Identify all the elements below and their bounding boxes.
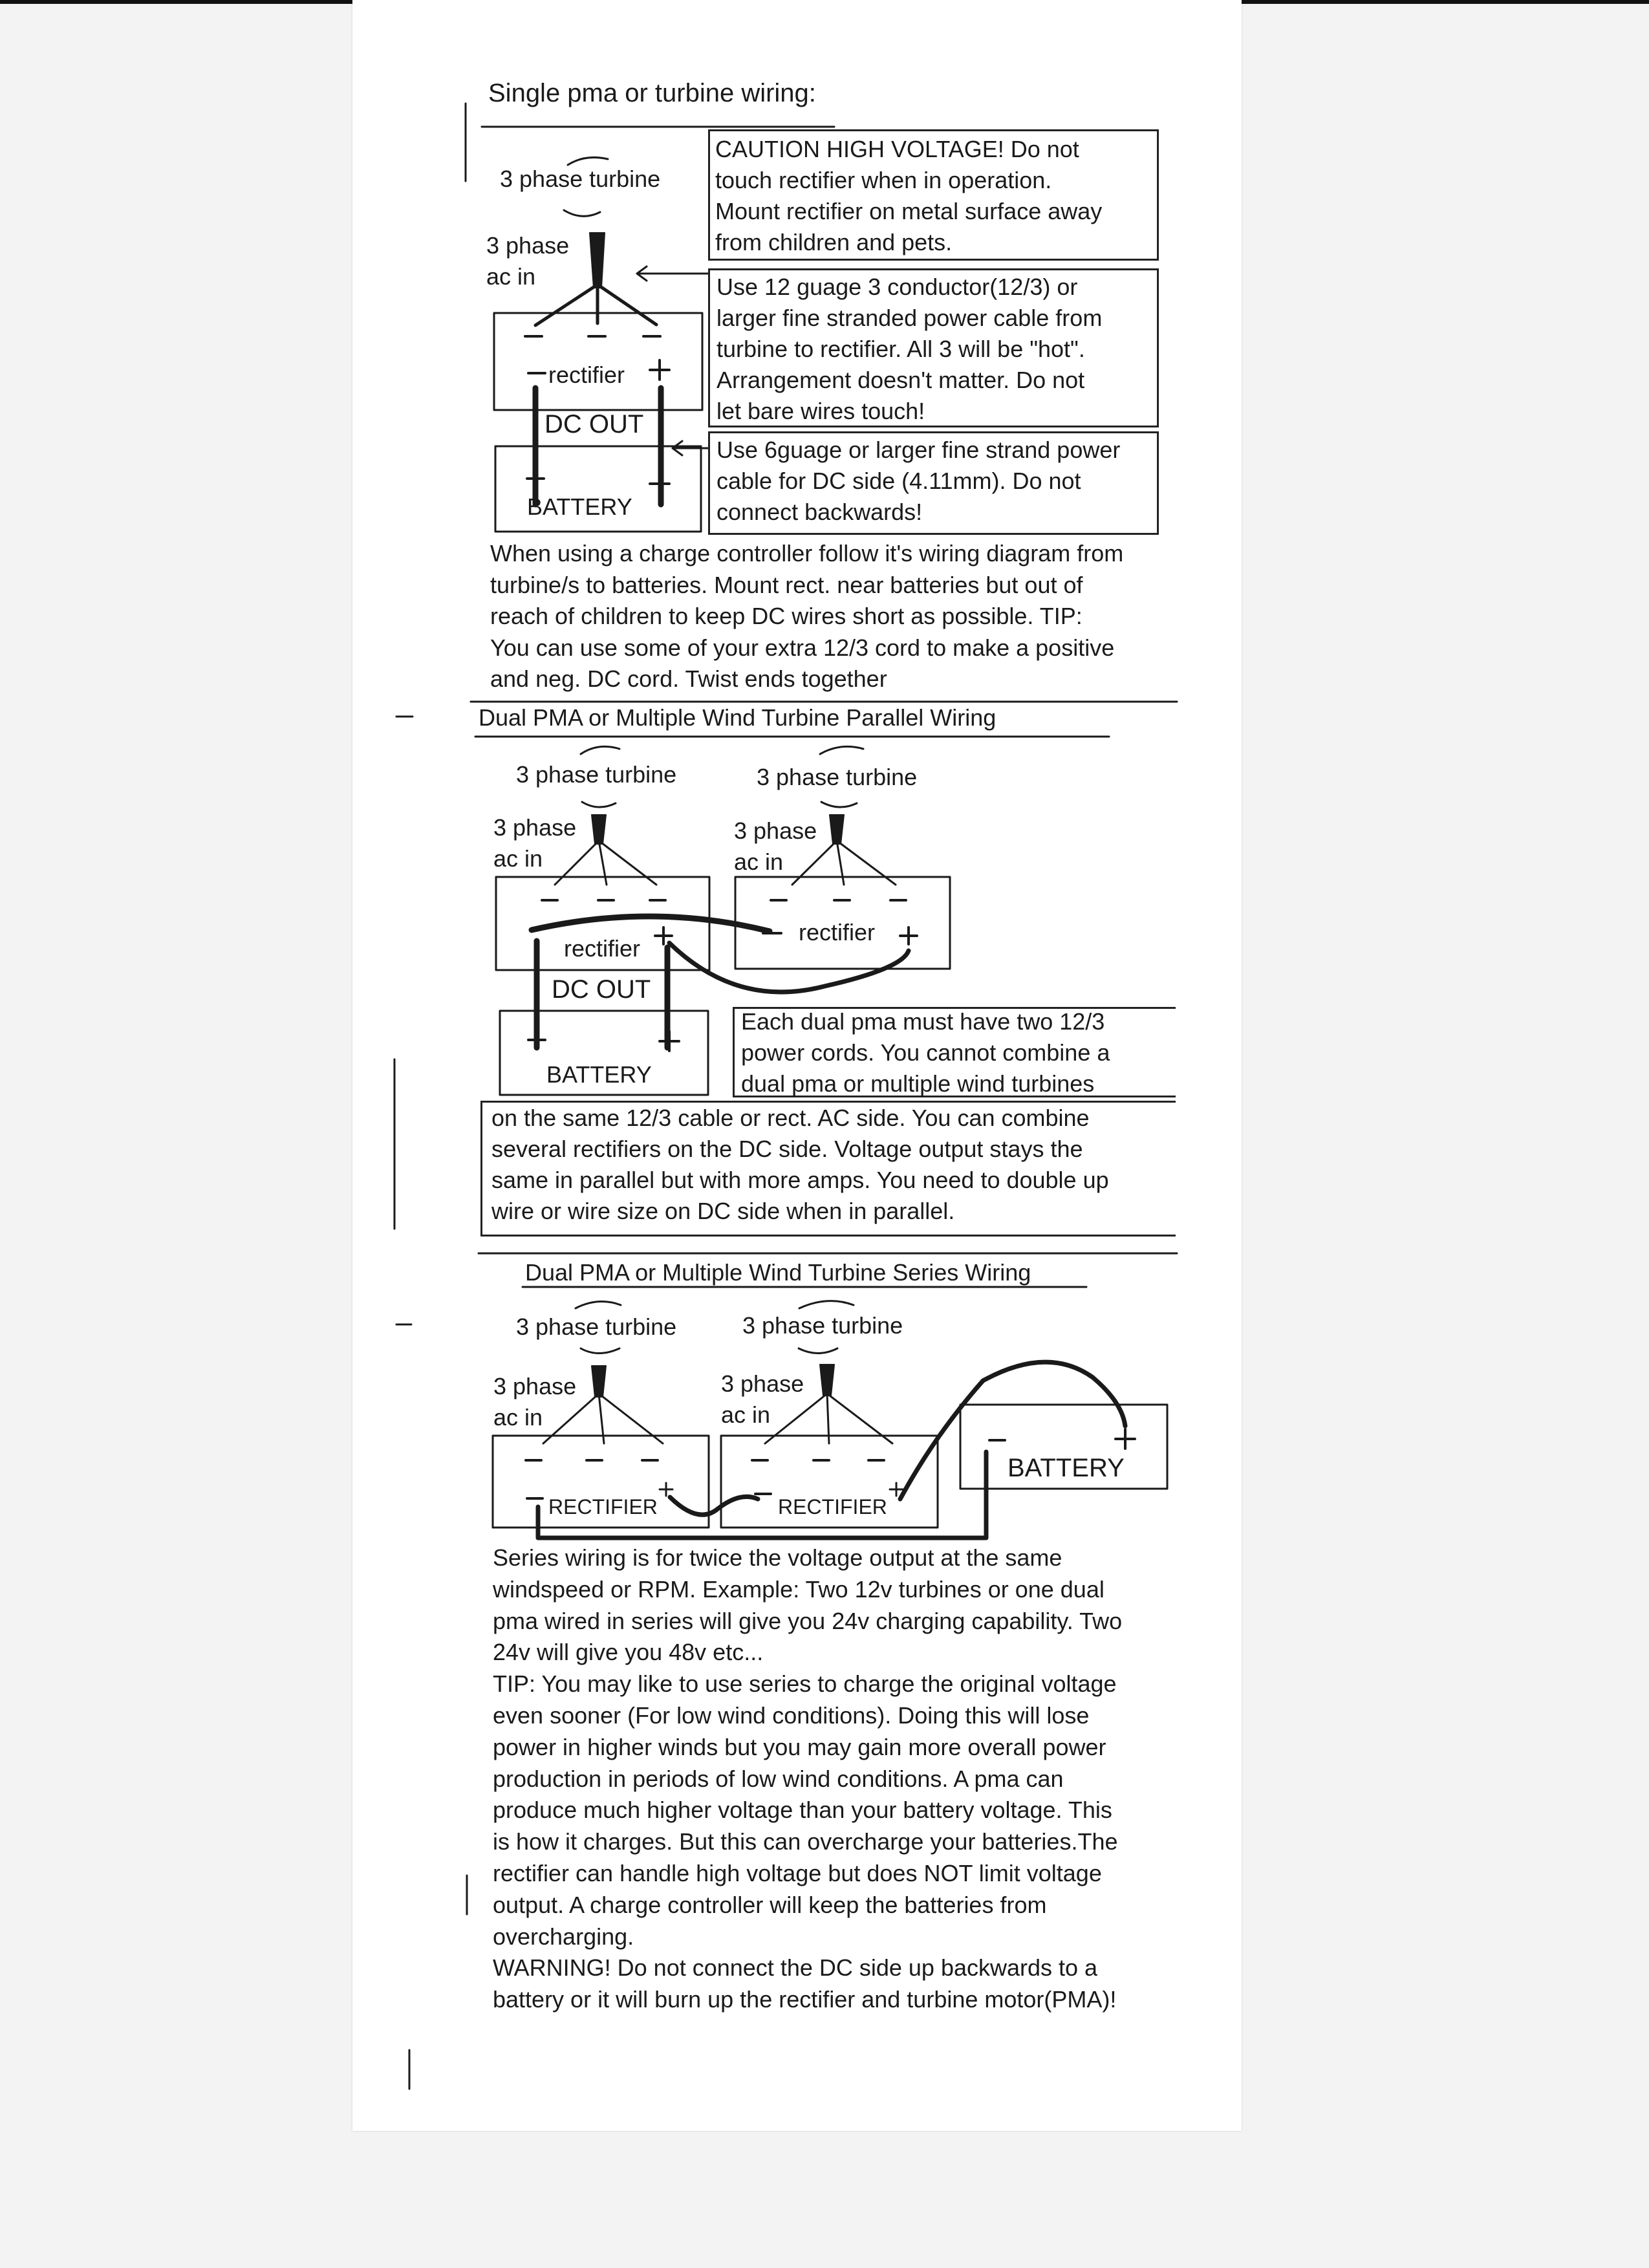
- note-line: You can use some of your extra 12/3 cord to make a positive: [490, 634, 1115, 661]
- turbine-hub: [820, 1365, 834, 1396]
- turbine-label-b: 3 phase turbine: [757, 764, 918, 790]
- caution-line: from children and pets.: [715, 229, 953, 255]
- turbine-blade-arc: [564, 210, 600, 216]
- dc-cable-note-line: Use 6guage or larger fine strand power: [717, 437, 1121, 463]
- turbine-blade-arc: [582, 802, 616, 807]
- dc-out-label: DC OUT: [552, 975, 651, 1004]
- parallel-note-line: power cords. You cannot combine a: [741, 1039, 1110, 1066]
- turbine-blade-arc: [799, 1348, 837, 1354]
- parallel-note-box: [733, 1007, 1176, 1097]
- note-line: and neg. DC cord. Twist ends together: [490, 665, 887, 692]
- ac-label-b-line2: ac in: [734, 848, 784, 875]
- ac-label-a-line1: 3 phase: [493, 814, 577, 841]
- phase-wire: [555, 841, 599, 885]
- parallel-note-line: Each dual pma must have two 12/3: [741, 1008, 1105, 1035]
- phase-wire: [598, 285, 656, 325]
- turbine-blade-arc: [581, 746, 620, 754]
- series-link-wire: [670, 1496, 758, 1515]
- ac-label-b-line2: ac in: [721, 1401, 771, 1428]
- parallel-note-line: wire or wire size on DC side when in parallel.: [491, 1198, 955, 1224]
- phase-wire: [535, 285, 598, 325]
- note-line: battery or it will burn up the rectifier and turbine motor(PMA)!: [493, 1986, 1117, 2013]
- turbine-hub: [830, 815, 844, 844]
- turbine-hub: [592, 815, 606, 844]
- note-line: When using a charge controller follow it's wiring diagram from: [490, 540, 1124, 567]
- note-line: windspeed or RPM. Example: Two 12v turbines or one dual: [493, 1575, 1105, 1603]
- ac-label-a-line2: ac in: [493, 1404, 543, 1431]
- cable-note-line: let bare wires touch!: [717, 398, 925, 424]
- rectifier-label-a: rectifier: [564, 935, 641, 962]
- ac-label-a-line1: 3 phase: [493, 1373, 577, 1399]
- turbine-label-b: 3 phase turbine: [742, 1312, 903, 1339]
- cable-note-box: [708, 268, 1159, 427]
- turbine-label: 3 phase turbine: [500, 166, 661, 192]
- ac-label-a-line2: ac in: [493, 845, 543, 872]
- battery-label: BATTERY: [527, 493, 632, 520]
- note-line: reach of children to keep DC wires short as possible. TIP:: [490, 603, 1083, 629]
- rectifier-label-b: RECTIFIER: [778, 1495, 887, 1518]
- note-line: TIP: You may like to use series to charge the original voltage: [493, 1670, 1117, 1698]
- note-line: turbine/s to batteries. Mount rect. near batteries but out of: [490, 571, 1083, 598]
- single-wiring-note: [490, 538, 1123, 695]
- note-line: produce much higher voltage than your battery voltage. This: [493, 1797, 1112, 1824]
- parallel-note-line: on the same 12/3 cable or rect. AC side. You can combine: [491, 1105, 1090, 1131]
- turbine-blade-arc: [821, 802, 857, 807]
- note-line: is how it charges. But this can overcharge your batteries.The: [493, 1828, 1118, 1855]
- dc-out-label: DC OUT: [544, 410, 644, 438]
- turbine-hub: [590, 233, 605, 288]
- caution-line: CAUTION HIGH VOLTAGE! Do not: [715, 136, 1079, 162]
- cable-note-line: turbine to rectifier. All 3 will be "hot".: [717, 336, 1085, 362]
- note-line: 24v will give you 48v etc...: [493, 1639, 764, 1666]
- phase-wire: [599, 841, 656, 885]
- ac-label-line2: ac in: [486, 263, 536, 290]
- turbine-label-a: 3 phase turbine: [516, 761, 677, 788]
- dc-cable-note-line: connect backwards!: [717, 499, 923, 525]
- battery-label: BATTERY: [546, 1061, 652, 1088]
- dc-negative-bridge-wire: [532, 916, 770, 931]
- rectifier-label: rectifier: [548, 362, 625, 388]
- turbine-blade-arc: [576, 1302, 621, 1308]
- rectifier-label-b: rectifier: [799, 919, 876, 945]
- phase-wire: [599, 841, 607, 885]
- note-line: even sooner (For low wind conditions). Doing this will lose: [493, 1701, 1090, 1729]
- pointer-arrow: [637, 266, 710, 281]
- phase-wire: [837, 841, 844, 885]
- cable-note-line: Use 12 guage 3 conductor(12/3) or: [717, 274, 1078, 300]
- ac-label-b-line1: 3 phase: [721, 1370, 804, 1397]
- turbine-blade-arc: [799, 1301, 854, 1308]
- rectifier-label-a: RECTIFIER: [548, 1495, 658, 1518]
- note-line: power in higher winds but you may gain more overall power: [493, 1733, 1106, 1760]
- parallel-note-line: same in parallel but with more amps. You need to double up: [491, 1167, 1109, 1193]
- turbine-blade-arc: [820, 746, 863, 754]
- note-line: Series wiring is for twice the voltage output at the same: [493, 1544, 1062, 1571]
- battery-label: BATTERY: [1008, 1454, 1125, 1482]
- dc-positive-bridge-wire: [669, 943, 909, 992]
- cable-note-line: Arrangement doesn't matter. Do not: [717, 367, 1085, 393]
- note-line: WARNING! Do not connect the DC side up backwards to a: [493, 1954, 1098, 1982]
- parallel-note-continued: [480, 1101, 1176, 1237]
- section-title-series: Dual PMA or Multiple Wind Turbine Series Wiring: [525, 1259, 1031, 1286]
- note-line: production in periods of low wind conditions. A pma can: [493, 1765, 1064, 1792]
- series-wiring-note: [493, 1542, 1122, 2016]
- turbine-label-a: 3 phase turbine: [516, 1313, 677, 1340]
- dc-cable-note-box: [708, 431, 1159, 535]
- parallel-note-line: several rectifiers on the DC side. Voltage output stays the: [491, 1136, 1083, 1162]
- phase-wire: [792, 841, 837, 885]
- caution-line: Mount rectifier on metal surface away: [715, 198, 1103, 224]
- dc-cable-note-line: cable for DC side (4.11mm). Do not: [717, 468, 1081, 494]
- turbine-blade-arc: [568, 157, 608, 165]
- turbine-hub: [592, 1366, 606, 1397]
- turbine-blade-arc: [581, 1348, 620, 1354]
- section-title-parallel: Dual PMA or Multiple Wind Turbine Parallel Wiring: [479, 704, 997, 731]
- note-line: output. A charge controller will keep the batteries from: [493, 1891, 1047, 1918]
- phase-wire: [837, 841, 896, 885]
- pointer-arrow: [673, 441, 710, 455]
- ac-label-b-line1: 3 phase: [734, 817, 817, 844]
- note-line: overcharging.: [493, 1923, 634, 1950]
- parallel-note-line: dual pma or multiple wind turbines: [741, 1070, 1095, 1097]
- caution-line: touch rectifier when in operation.: [715, 167, 1052, 193]
- caution-box: [708, 129, 1159, 261]
- note-line: pma wired in series will give you 24v charging capability. Two: [493, 1607, 1123, 1634]
- section-title-single: Single pma or turbine wiring:: [488, 79, 816, 107]
- note-line: rectifier can handle high voltage but does NOT limit voltage: [493, 1859, 1102, 1886]
- cable-note-line: larger fine stranded power cable from: [717, 305, 1103, 331]
- ac-label-line1: 3 phase: [486, 232, 570, 259]
- single-turbine-diagram: [494, 157, 710, 532]
